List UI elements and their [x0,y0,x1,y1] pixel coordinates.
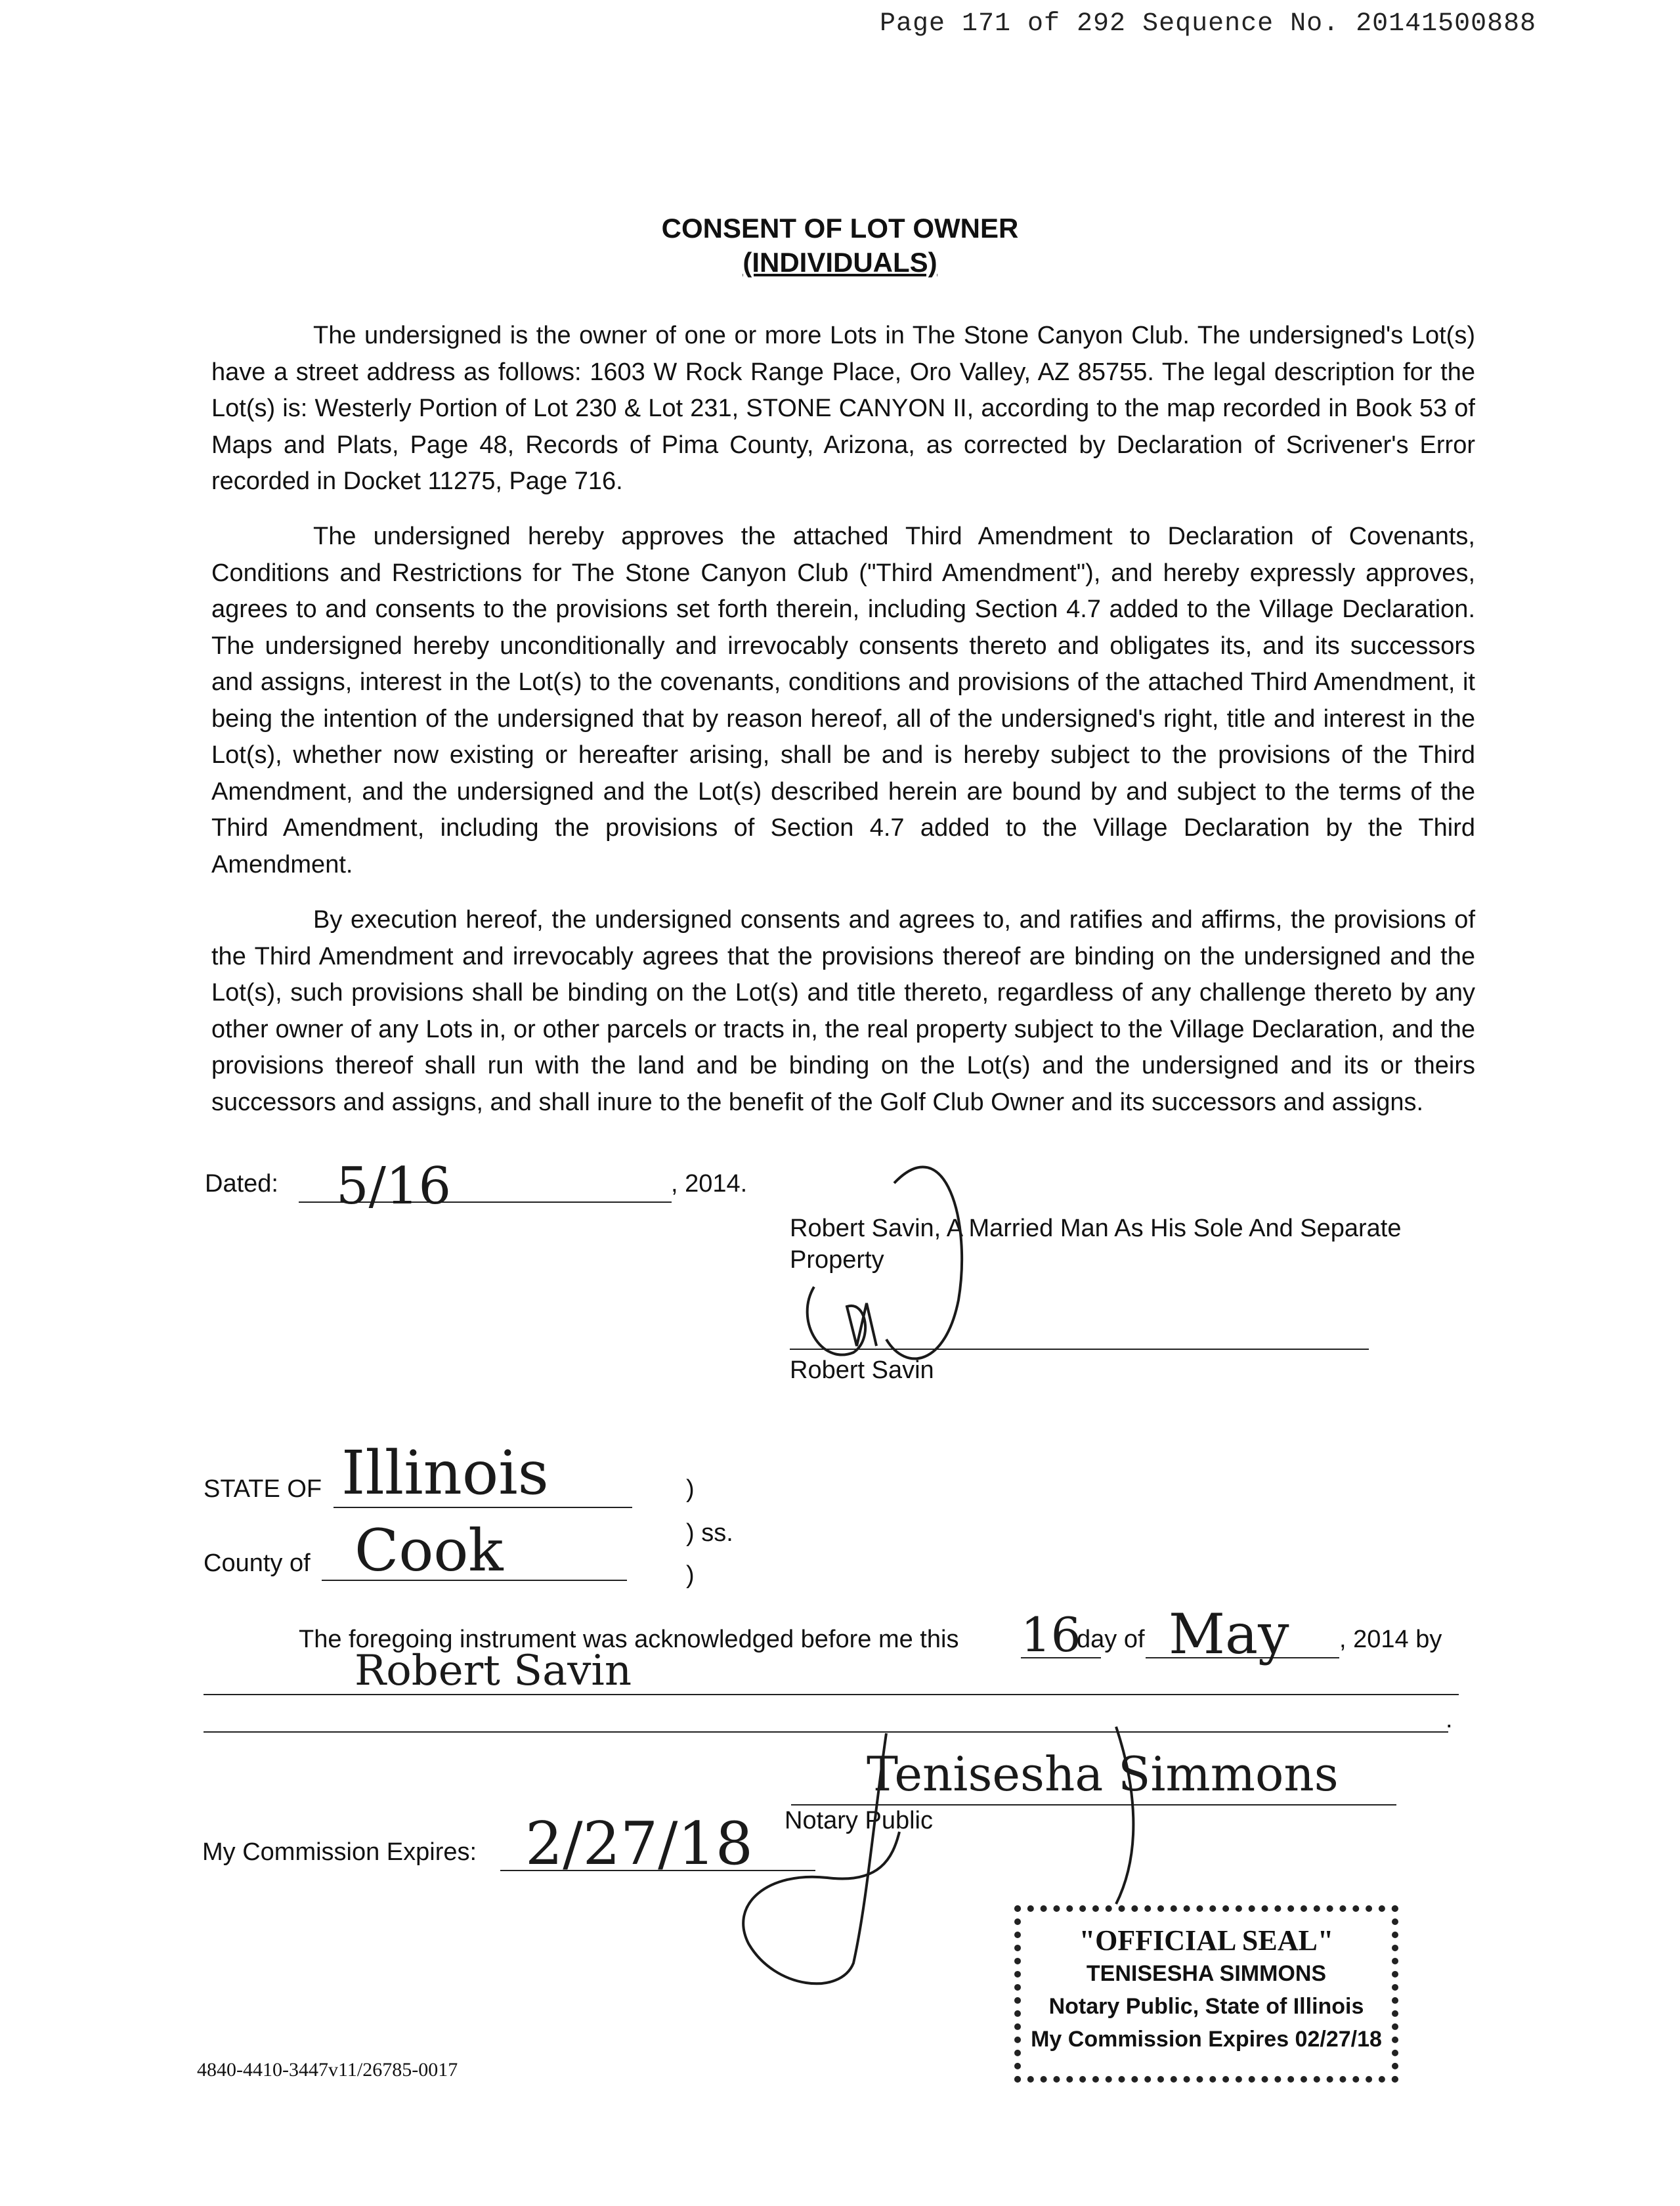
paren-1: ) [686,1475,695,1503]
official-seal [1014,1905,1398,2083]
ack-name-line-2 [204,1731,1448,1733]
owner-signature-line [790,1349,1369,1350]
county-handwritten: Cook [355,1517,504,1584]
dated-handwritten: 5/16 [336,1157,452,1216]
paren-3: ) [686,1561,695,1589]
ack-name-handwritten: Robert Savin [355,1647,632,1695]
paragraph-execution: By execution hereof, the undersigned consents and agrees to, and ratifies and affirms, the provisions of the Third Amendment and irrevocably agrees that the provisions thereof are binding on the undersigned and the Lot(s), such provisions shall be binding on the Lot(s) and title thereto, regardless of any challenge thereto by any other owner of any Lots in, or other parcels or tracts in, the real property subject to the Village Declaration, and the provisions thereof shall run with the land and be binding on the Lot(s) and the undersigned and its or theirs successors and assigns, and shall inure to the benefit of the Golf Club Owner and its successors and assigns. [211,906,1475,1116]
dated-year: , 2014. [671,1170,748,1198]
county-label: County of [204,1549,311,1577]
ack-month-handwritten: May [1169,1602,1289,1666]
seal-line-state: Notary Public, State of Illinois [1048,1994,1364,2019]
document-subtitle: (INDIVIDUALS) [743,247,937,278]
ack-day-label: day of [1077,1626,1145,1653]
state-handwritten: Illinois [341,1438,549,1508]
dated-label: Dated: [205,1170,278,1198]
ack-period: . [1446,1706,1453,1733]
ack-prefix: The foregoing instrument was acknowledged before me this [299,1626,959,1653]
title-block [0,211,1680,280]
ack-day-handwritten: 16 [1021,1607,1081,1662]
ack-name-line-1 [204,1694,1459,1695]
seal-line-expiry: My Commission Expires 02/27/18 [1031,2027,1382,2052]
notary-signature: Tenisesha Simmons [867,1746,1339,1802]
seal-title: "OFFICIAL SEAL" [1079,1924,1334,1957]
document-title: CONSENT OF LOT OWNER [661,213,1019,244]
page-sequence-stamp: Page 171 of 292 Sequence No. 20141500888 [880,9,1537,39]
paragraph-approval: The undersigned hereby approves the attached Third Amendment to Declaration of Covenants, Conditions and Restrictions for The Stone Canyon Club ("Third Amendment"), and hereby expressly approves, agrees to and consents to the provisions set forth therein, including Section 4.7 added to the Village Declaration. The undersigned hereby unconditionally and irrevocably consents thereto and obligates its, and its successors and assigns, interest in the Lot(s) to the covenants, conditions and provisions of the attached Third Amendment, it being the intention of the undersigned that by reason hereof, all of the undersigned's right, title and interest in the Lot(s), whether now existing or hereafter arising, shall be and is hereby subject to the provisions of the Third Amendment, and the undersigned and the Lot(s) described herein are bound by and subject to the terms of the Third Amendment, including the provisions of Section 4.7 added to the Village Declaration by the Third Amendment. [211,523,1475,878]
ack-suffix: , 2014 by [1339,1626,1442,1653]
paren-ss: ) ss. [686,1519,733,1547]
notary-public-label: Notary Public [785,1807,933,1834]
notary-signature-line [791,1804,1396,1806]
owner-description-cont: Property [790,1246,884,1274]
paragraph-ownership: The undersigned is the owner of one or more Lots in The Stone Canyon Club. The undersigned's Lot(s) have a street address as follows: 1603 W Rock Range Place, Oro Valley, AZ 85755. The legal description for the Lot(s) is: Westerly Portion of Lot 230 & Lot 231, STONE CANYON II, according to the map recorded in Book 53 of Maps and Plats, Page 48, Records of Pima County, Arizona, as corrected by Declaration of Scrivener's Error recorded in Docket 11275, Page 716. [211,322,1475,495]
owner-description: Robert Savin, A Married Man As His Sole And Separate [790,1215,1402,1242]
commission-handwritten: 2/27/18 [525,1809,753,1878]
seal-name: TENISESHA SIMMONS [1086,1961,1327,1986]
state-label: STATE OF [204,1475,322,1503]
commission-label: My Commission Expires: [202,1838,477,1866]
document-id-footer: 4840-4410-3447v11/26785-0017 [197,2059,458,2081]
owner-signature-name: Robert Savin [790,1356,934,1384]
